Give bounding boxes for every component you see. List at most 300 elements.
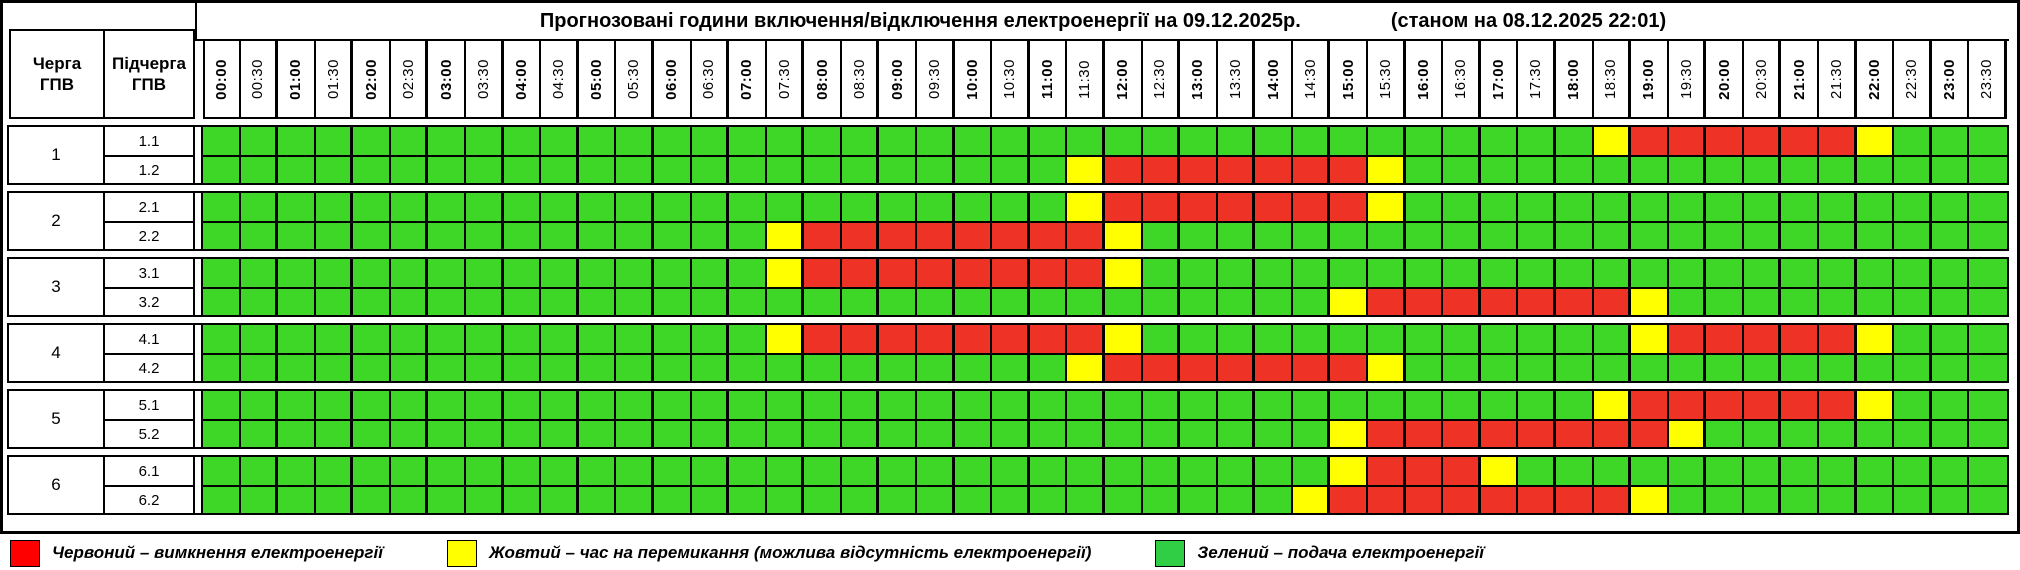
slot-cell (804, 157, 842, 183)
schedule-row (203, 155, 2007, 183)
slot-cell (391, 325, 429, 353)
slot-cell (1894, 391, 1932, 419)
slot-cell (1594, 421, 1632, 447)
slot-cell (428, 391, 466, 419)
slot-cell (1744, 223, 1782, 249)
slot-cell (579, 391, 617, 419)
slot-cell (1330, 223, 1368, 249)
subqueue-label-cell: 4.1 (105, 325, 195, 353)
slot-cell (992, 127, 1030, 155)
slot-cell (541, 325, 579, 353)
subqueue-label-cell: 3.2 (105, 287, 195, 315)
legend-label: Червоний – вимкнення електроенергії (52, 543, 383, 562)
slot-cell (504, 127, 542, 155)
slot-cell (1669, 157, 1707, 183)
slot-cell (504, 457, 542, 485)
slot-cell (1293, 355, 1331, 381)
slot-cell (1556, 157, 1594, 183)
slot-cell (1781, 487, 1819, 513)
slot-cell (504, 157, 542, 183)
slot-cell (1368, 223, 1406, 249)
slot-cell (1293, 421, 1331, 447)
time-header-cell (1067, 41, 1105, 119)
slot-cell (1594, 223, 1632, 249)
slot-cell (1594, 325, 1632, 353)
slot-cell (1669, 391, 1707, 419)
slot-cell (1631, 193, 1669, 221)
slot-cell (1105, 325, 1143, 353)
slot-cell (804, 421, 842, 447)
slot-cell (1969, 157, 2007, 183)
slot-cell (1255, 325, 1293, 353)
slot-cell (541, 223, 579, 249)
slot-cell (729, 355, 767, 381)
time-label: 16:30 (1452, 58, 1470, 100)
slot-cell (1594, 157, 1632, 183)
time-header-cell (1105, 41, 1143, 119)
slot-cell (1218, 421, 1256, 447)
slot-cell (1030, 487, 1068, 513)
time-header-cell (1594, 41, 1632, 119)
slot-cell (616, 157, 654, 183)
time-label: 06:00 (663, 58, 681, 100)
time-label: 05:30 (625, 58, 643, 100)
slot-cell (504, 289, 542, 315)
slot-cell (1932, 157, 1970, 183)
slot-cell (616, 127, 654, 155)
slot-cell (692, 289, 730, 315)
slot-cell (278, 391, 316, 419)
time-header-cell (804, 41, 842, 119)
slot-cell (1330, 457, 1368, 485)
slot-cell (1030, 355, 1068, 381)
slot-cell (616, 487, 654, 513)
slot-cell (842, 259, 880, 287)
slot-cell (1518, 223, 1556, 249)
slot-cell (353, 193, 391, 221)
time-header-cell (579, 41, 617, 119)
slot-cell (1744, 259, 1782, 287)
slot-cell (767, 289, 805, 315)
slot-cell (1556, 457, 1594, 485)
slot-cell (1443, 223, 1481, 249)
slot-cell (1594, 259, 1632, 287)
slot-cell (1143, 223, 1181, 249)
slot-cell (1556, 487, 1594, 513)
slot-cell (1030, 457, 1068, 485)
slot-cell (1631, 487, 1669, 513)
slot-cell (428, 157, 466, 183)
time-label: 17:30 (1527, 58, 1545, 100)
queue-header-label: Черга (32, 53, 82, 73)
slot-cell (428, 355, 466, 381)
slot-cell (1556, 289, 1594, 315)
slot-cell (1030, 127, 1068, 155)
slot-cell (879, 223, 917, 249)
slot-cell (1406, 421, 1444, 447)
slot-cell (1669, 421, 1707, 447)
status-timestamp: (станом на 08.12.2025 22:01) (1390, 9, 1667, 32)
time-header-cell (1293, 41, 1331, 119)
time-header-cell (1368, 41, 1406, 119)
time-label: 18:00 (1565, 58, 1583, 100)
slot-cell (1143, 421, 1181, 447)
slot-cell (1218, 193, 1256, 221)
time-header-cell (466, 41, 504, 119)
slot-cell (1744, 391, 1782, 419)
time-label: 04:00 (512, 58, 530, 100)
slot-cell (1368, 157, 1406, 183)
slot-cell (1105, 193, 1143, 221)
time-header-cell (391, 41, 429, 119)
slot-cell (1030, 325, 1068, 353)
slot-cell (1969, 289, 2007, 315)
slot-cell (1180, 487, 1218, 513)
legend-item (447, 540, 1091, 567)
slot-cell (1293, 127, 1331, 155)
slot-cell (1293, 223, 1331, 249)
subqueue-label-cell: 5.1 (105, 391, 195, 419)
schedule-row (203, 485, 2007, 513)
slot-cell (1067, 223, 1105, 249)
time-label: 03:30 (474, 58, 492, 100)
slot-cell (428, 127, 466, 155)
slot-cell (1443, 325, 1481, 353)
slot-cell (992, 457, 1030, 485)
slot-cell (1067, 457, 1105, 485)
time-label: 07:00 (738, 58, 756, 100)
slot-cell (466, 259, 504, 287)
label-grid-divider (195, 457, 203, 513)
slot-cell (1406, 259, 1444, 287)
slot-cell (1932, 223, 1970, 249)
slot-cell (1819, 325, 1857, 353)
slot-cell (917, 193, 955, 221)
slot-cell (1894, 259, 1932, 287)
slot-cell (203, 289, 241, 315)
slot-cell (1894, 289, 1932, 315)
queue-group (7, 323, 2009, 383)
slot-cell (1857, 289, 1895, 315)
slot-cell (1556, 421, 1594, 447)
time-label: 22:00 (1865, 58, 1883, 100)
slot-cell (1105, 457, 1143, 485)
time-header-cell (1744, 41, 1782, 119)
slot-cell (917, 355, 955, 381)
slot-cell (767, 355, 805, 381)
time-label: 06:30 (700, 58, 718, 100)
slot-cell (353, 457, 391, 485)
schedule-row (203, 287, 2007, 315)
slot-cell (955, 421, 993, 447)
slot-cell (1969, 421, 2007, 447)
legend-item (1155, 540, 1484, 567)
time-header-cell (241, 41, 279, 119)
time-header-cell (428, 41, 466, 119)
time-header-cell (1518, 41, 1556, 119)
slot-cell (203, 391, 241, 419)
slot-cell (1180, 421, 1218, 447)
slot-cell (203, 487, 241, 513)
slot-cell (767, 259, 805, 287)
slot-cell (654, 127, 692, 155)
slot-cell (1819, 127, 1857, 155)
slot-cell (1631, 259, 1669, 287)
slot-cell (1631, 325, 1669, 353)
slot-cell (391, 289, 429, 315)
slot-cell (1631, 457, 1669, 485)
slot-cell (1744, 157, 1782, 183)
slot-cell (1143, 391, 1181, 419)
slot-cell (1105, 127, 1143, 155)
slot-cell (1330, 289, 1368, 315)
slot-cell (466, 193, 504, 221)
slot-cell (541, 421, 579, 447)
time-header-cell (879, 41, 917, 119)
slot-cell (241, 127, 279, 155)
time-label: 08:30 (850, 58, 868, 100)
time-label: 19:00 (1640, 58, 1658, 100)
slot-cell (353, 355, 391, 381)
slot-cell (1518, 457, 1556, 485)
slot-cell (391, 457, 429, 485)
slot-cell (466, 289, 504, 315)
slot-cell (1744, 487, 1782, 513)
slot-cell (1857, 391, 1895, 419)
slot-cell (241, 487, 279, 513)
slot-cell (767, 421, 805, 447)
time-header-cell (504, 41, 542, 119)
slot-cell (616, 421, 654, 447)
time-header-cell (842, 41, 880, 119)
legend-swatch-green (1155, 540, 1185, 567)
slot-cell (1030, 289, 1068, 315)
slot-cell (278, 421, 316, 447)
slot-cell (1481, 193, 1519, 221)
slot-cell (1293, 457, 1331, 485)
slot-cell (1518, 355, 1556, 381)
time-label: 00:00 (213, 58, 231, 100)
slot-cell (767, 457, 805, 485)
slot-cell (1481, 391, 1519, 419)
queue-header-cell (9, 29, 105, 119)
queue-group (7, 191, 2009, 251)
slot-cell (1819, 457, 1857, 485)
slot-cell (692, 457, 730, 485)
slot-cell (1067, 421, 1105, 447)
slot-cell (203, 355, 241, 381)
slot-cell (1443, 421, 1481, 447)
slot-cell (1330, 193, 1368, 221)
slot-cell (241, 157, 279, 183)
slot-cell (1969, 487, 2007, 513)
slot-cell (842, 157, 880, 183)
slot-cell (804, 457, 842, 485)
slot-cell (1406, 391, 1444, 419)
slot-cell (1030, 223, 1068, 249)
slot-cell (616, 391, 654, 419)
slot-cell (1781, 289, 1819, 315)
schedule-row (203, 457, 2007, 485)
slot-cell (391, 223, 429, 249)
slot-cell (1293, 325, 1331, 353)
slot-cell (729, 325, 767, 353)
slot-cell (804, 355, 842, 381)
slot-cell (1706, 325, 1744, 353)
slot-cell (804, 193, 842, 221)
slot-cell (391, 193, 429, 221)
slot-cell (316, 259, 354, 287)
slot-cell (541, 259, 579, 287)
slot-cell (579, 193, 617, 221)
slot-cell (1067, 487, 1105, 513)
slot-cell (1594, 127, 1632, 155)
slot-cell (1143, 157, 1181, 183)
time-label: 20:00 (1715, 58, 1733, 100)
slot-cell (1030, 259, 1068, 287)
slot-cell (692, 487, 730, 513)
slot-cell (1368, 457, 1406, 485)
schedule-row (203, 325, 2007, 353)
slot-cell (1556, 355, 1594, 381)
slot-cell (654, 421, 692, 447)
slot-cell (203, 421, 241, 447)
slot-cell (804, 487, 842, 513)
time-label: 15:00 (1339, 58, 1357, 100)
queue-group (7, 455, 2009, 515)
time-label: 22:30 (1903, 58, 1921, 100)
queue-number-cell: 2 (9, 193, 105, 249)
slot-cell (428, 487, 466, 513)
slot-cell (1781, 127, 1819, 155)
slot-cell (316, 157, 354, 183)
slot-cell (1255, 457, 1293, 485)
slot-cell (955, 391, 993, 419)
time-label: 17:00 (1490, 58, 1508, 100)
slot-cell (1781, 259, 1819, 287)
slot-cell (1706, 157, 1744, 183)
slot-cell (428, 223, 466, 249)
slot-cell (729, 193, 767, 221)
time-label: 10:30 (1001, 58, 1019, 100)
slot-cell (353, 157, 391, 183)
schedule-row (203, 127, 2007, 155)
slot-cell (241, 223, 279, 249)
slot-cell (353, 421, 391, 447)
slot-cell (692, 193, 730, 221)
schedule-row (203, 419, 2007, 447)
time-header-cell (1969, 41, 2007, 119)
slot-cell (1932, 289, 1970, 315)
slot-cell (1706, 193, 1744, 221)
slot-cell (1218, 259, 1256, 287)
slot-cell (1067, 391, 1105, 419)
title-row (195, 3, 2009, 41)
slot-cell (1669, 193, 1707, 221)
slot-cell (879, 391, 917, 419)
slot-cell (1819, 157, 1857, 183)
slot-cell (504, 355, 542, 381)
slot-cell (353, 223, 391, 249)
slot-cell (1819, 487, 1857, 513)
slot-cell (579, 421, 617, 447)
slot-cell (1556, 127, 1594, 155)
schedule-row (203, 221, 2007, 249)
time-header-cell (767, 41, 805, 119)
time-header-cell (1857, 41, 1895, 119)
queue-number-cell: 6 (9, 457, 105, 513)
slot-cell (1669, 259, 1707, 287)
time-label: 12:30 (1151, 58, 1169, 100)
slot-cell (917, 259, 955, 287)
time-header-cell (1481, 41, 1519, 119)
label-grid-divider (195, 391, 203, 447)
slot-cell (1030, 157, 1068, 183)
slot-cell (1218, 457, 1256, 485)
slot-cell (241, 259, 279, 287)
slot-cell (278, 325, 316, 353)
slot-cell (1481, 421, 1519, 447)
slot-cell (1969, 457, 2007, 485)
slot-cell (1143, 259, 1181, 287)
slot-cell (1255, 223, 1293, 249)
slot-cell (241, 289, 279, 315)
slot-cell (203, 193, 241, 221)
slot-cell (1330, 325, 1368, 353)
slot-cell (729, 157, 767, 183)
slot-cell (1706, 355, 1744, 381)
slot-cell (1406, 157, 1444, 183)
slot-cell (1781, 421, 1819, 447)
slot-cell (1894, 457, 1932, 485)
slot-cell (879, 157, 917, 183)
time-label: 09:30 (925, 58, 943, 100)
slot-cell (804, 325, 842, 353)
slot-cell (1443, 127, 1481, 155)
slot-cell (1518, 421, 1556, 447)
slot-cell (1706, 127, 1744, 155)
slot-cell (616, 325, 654, 353)
slot-cell (541, 391, 579, 419)
legend-label: Жовтий – час на перемикання (можлива відсутність електроенергії) (488, 543, 1092, 562)
slot-cell (879, 457, 917, 485)
slot-cell (1030, 421, 1068, 447)
slot-cell (1932, 487, 1970, 513)
slot-cell (992, 193, 1030, 221)
time-header-cell (917, 41, 955, 119)
slot-cell (729, 223, 767, 249)
slot-cell (353, 391, 391, 419)
time-label: 07:30 (775, 58, 793, 100)
slot-cell (692, 259, 730, 287)
slot-cell (1932, 355, 1970, 381)
slot-cell (391, 487, 429, 513)
slot-cell (541, 457, 579, 485)
slot-cell (1744, 127, 1782, 155)
slot-cell (1180, 223, 1218, 249)
slot-cell (1218, 157, 1256, 183)
slot-cell (1030, 193, 1068, 221)
slot-cell (1518, 157, 1556, 183)
time-header-cell (353, 41, 391, 119)
slot-cell (1481, 259, 1519, 287)
slot-cell (466, 487, 504, 513)
slot-cell (541, 127, 579, 155)
slot-cell (1067, 355, 1105, 381)
time-header-cell (1932, 41, 1970, 119)
slot-cell (1368, 355, 1406, 381)
slot-cell (1443, 289, 1481, 315)
